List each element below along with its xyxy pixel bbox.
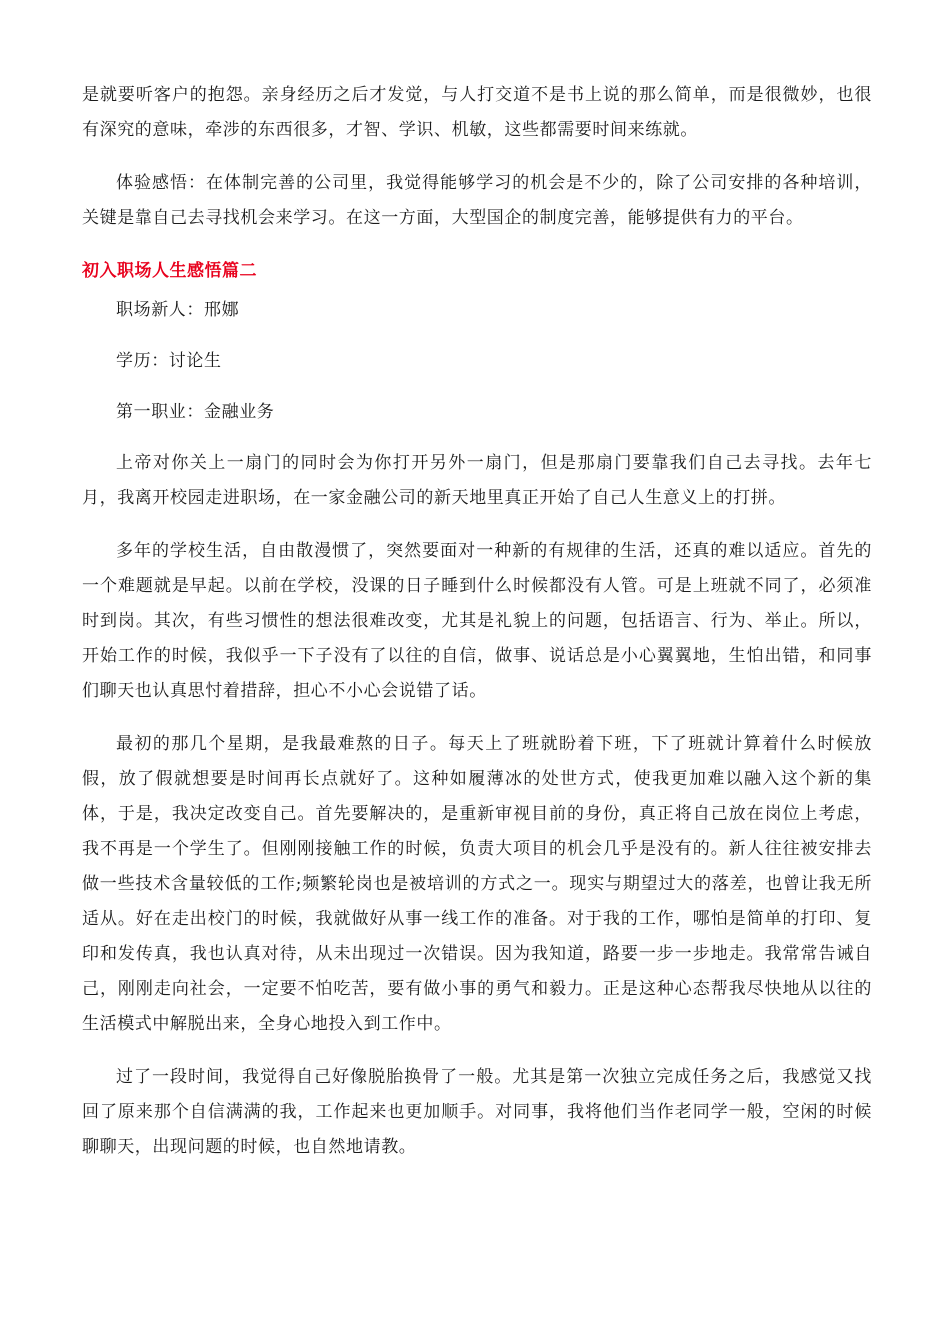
paragraph-experience-insight: 体验感悟：在体制完善的公司里，我觉得能够学习的机会是不少的，除了公司安排的各种培训，关键是靠自己去寻找机会来学习。在这一方面，大型国企的制度完善，能够提供有力的平台。 <box>82 173 872 228</box>
paragraph-door: 上帝对你关上一扇门的同时会为你打开另外一扇门，但是那扇门要靠我们自己去寻找。去年七月，我离开校园走进职场，在一家金融公司的新天地里真正开始了自己人生意义上的打拼。 <box>82 453 872 508</box>
profile-first-job: 第一职业：金融业务 <box>116 402 275 422</box>
profile-name: 职场新人：邢娜 <box>116 300 240 320</box>
document-body <box>82 78 872 1183</box>
section-heading: 初入职场人生感悟篇二 <box>82 261 257 281</box>
paragraph-transformation: 过了一段时间，我觉得自己好像脱胎换骨了一般。尤其是第一次独立完成任务之后，我感觉又找回了原来那个自信满满的我，工作起来也更加顺手。对同事，我将他们当作老同学一般，空闲的时候聊聊天，出现问题的时候，也自然地请教。 <box>82 1067 872 1157</box>
profile-education: 学历：讨论生 <box>116 351 222 371</box>
paragraph-school-life: 多年的学校生活，自由散漫惯了，突然要面对一种新的有规律的生活，还真的难以适应。首先的一个难题就是早起。以前在学校，没课的日子睡到什么时候都没有人管。可是上班就不同了，必须准时到岗。其次，有些习惯性的想法很难改变，尤其是礼貌上的问题，包括语言、行为、举止。所以，开始工作的时候，我似乎一下子没有了以往的自信，做事、说话总是小心翼翼地，生怕出错，和同事们聊天也认真思忖着措辞，担心不小心会说错了话。 <box>82 541 872 701</box>
paragraph-continued: 是就要听客户的抱怨。亲身经历之后才发觉，与人打交道不是书上说的那么简单，而是很微妙，也很有深究的意味，牵涉的东西很多，才智、学识、机敏，这些都需要时间来练就。 <box>82 85 872 140</box>
paragraph-first-weeks: 最初的那几个星期，是我最难熬的日子。每天上了班就盼着下班，下了班就计算着什么时候放假，放了假就想要是时间再长点就好了。这种如履薄冰的处世方式，使我更加难以融入这个新的集体，于是，我决定改变自己。首先要解决的，是重新审视目前的身份，真正将自己放在岗位上考虑，我不再是一个学生了。但刚刚接触工作的时候，负责大项目的机会几乎是没有的。新人往往被安排去做一些技术含量较低的工作;频繁轮岗也是被培训的方式之一。现实与期望过大的落差，也曾让我无所适从。好在走出校门的时候，我就做好从事一线工作的准备。对于我的工作，哪怕是简单的打印、复印和发传真，我也认真对待，从未出现过一次错误。因为我知道，路要一步一步地走。我常常告诫自己，刚刚走向社会，一定要不怕吃苦，要有做小事的勇气和毅力。正是这种心态帮我尽快地从以往的生活模式中解脱出来，全身心地投入到工作中。 <box>82 734 872 1034</box>
